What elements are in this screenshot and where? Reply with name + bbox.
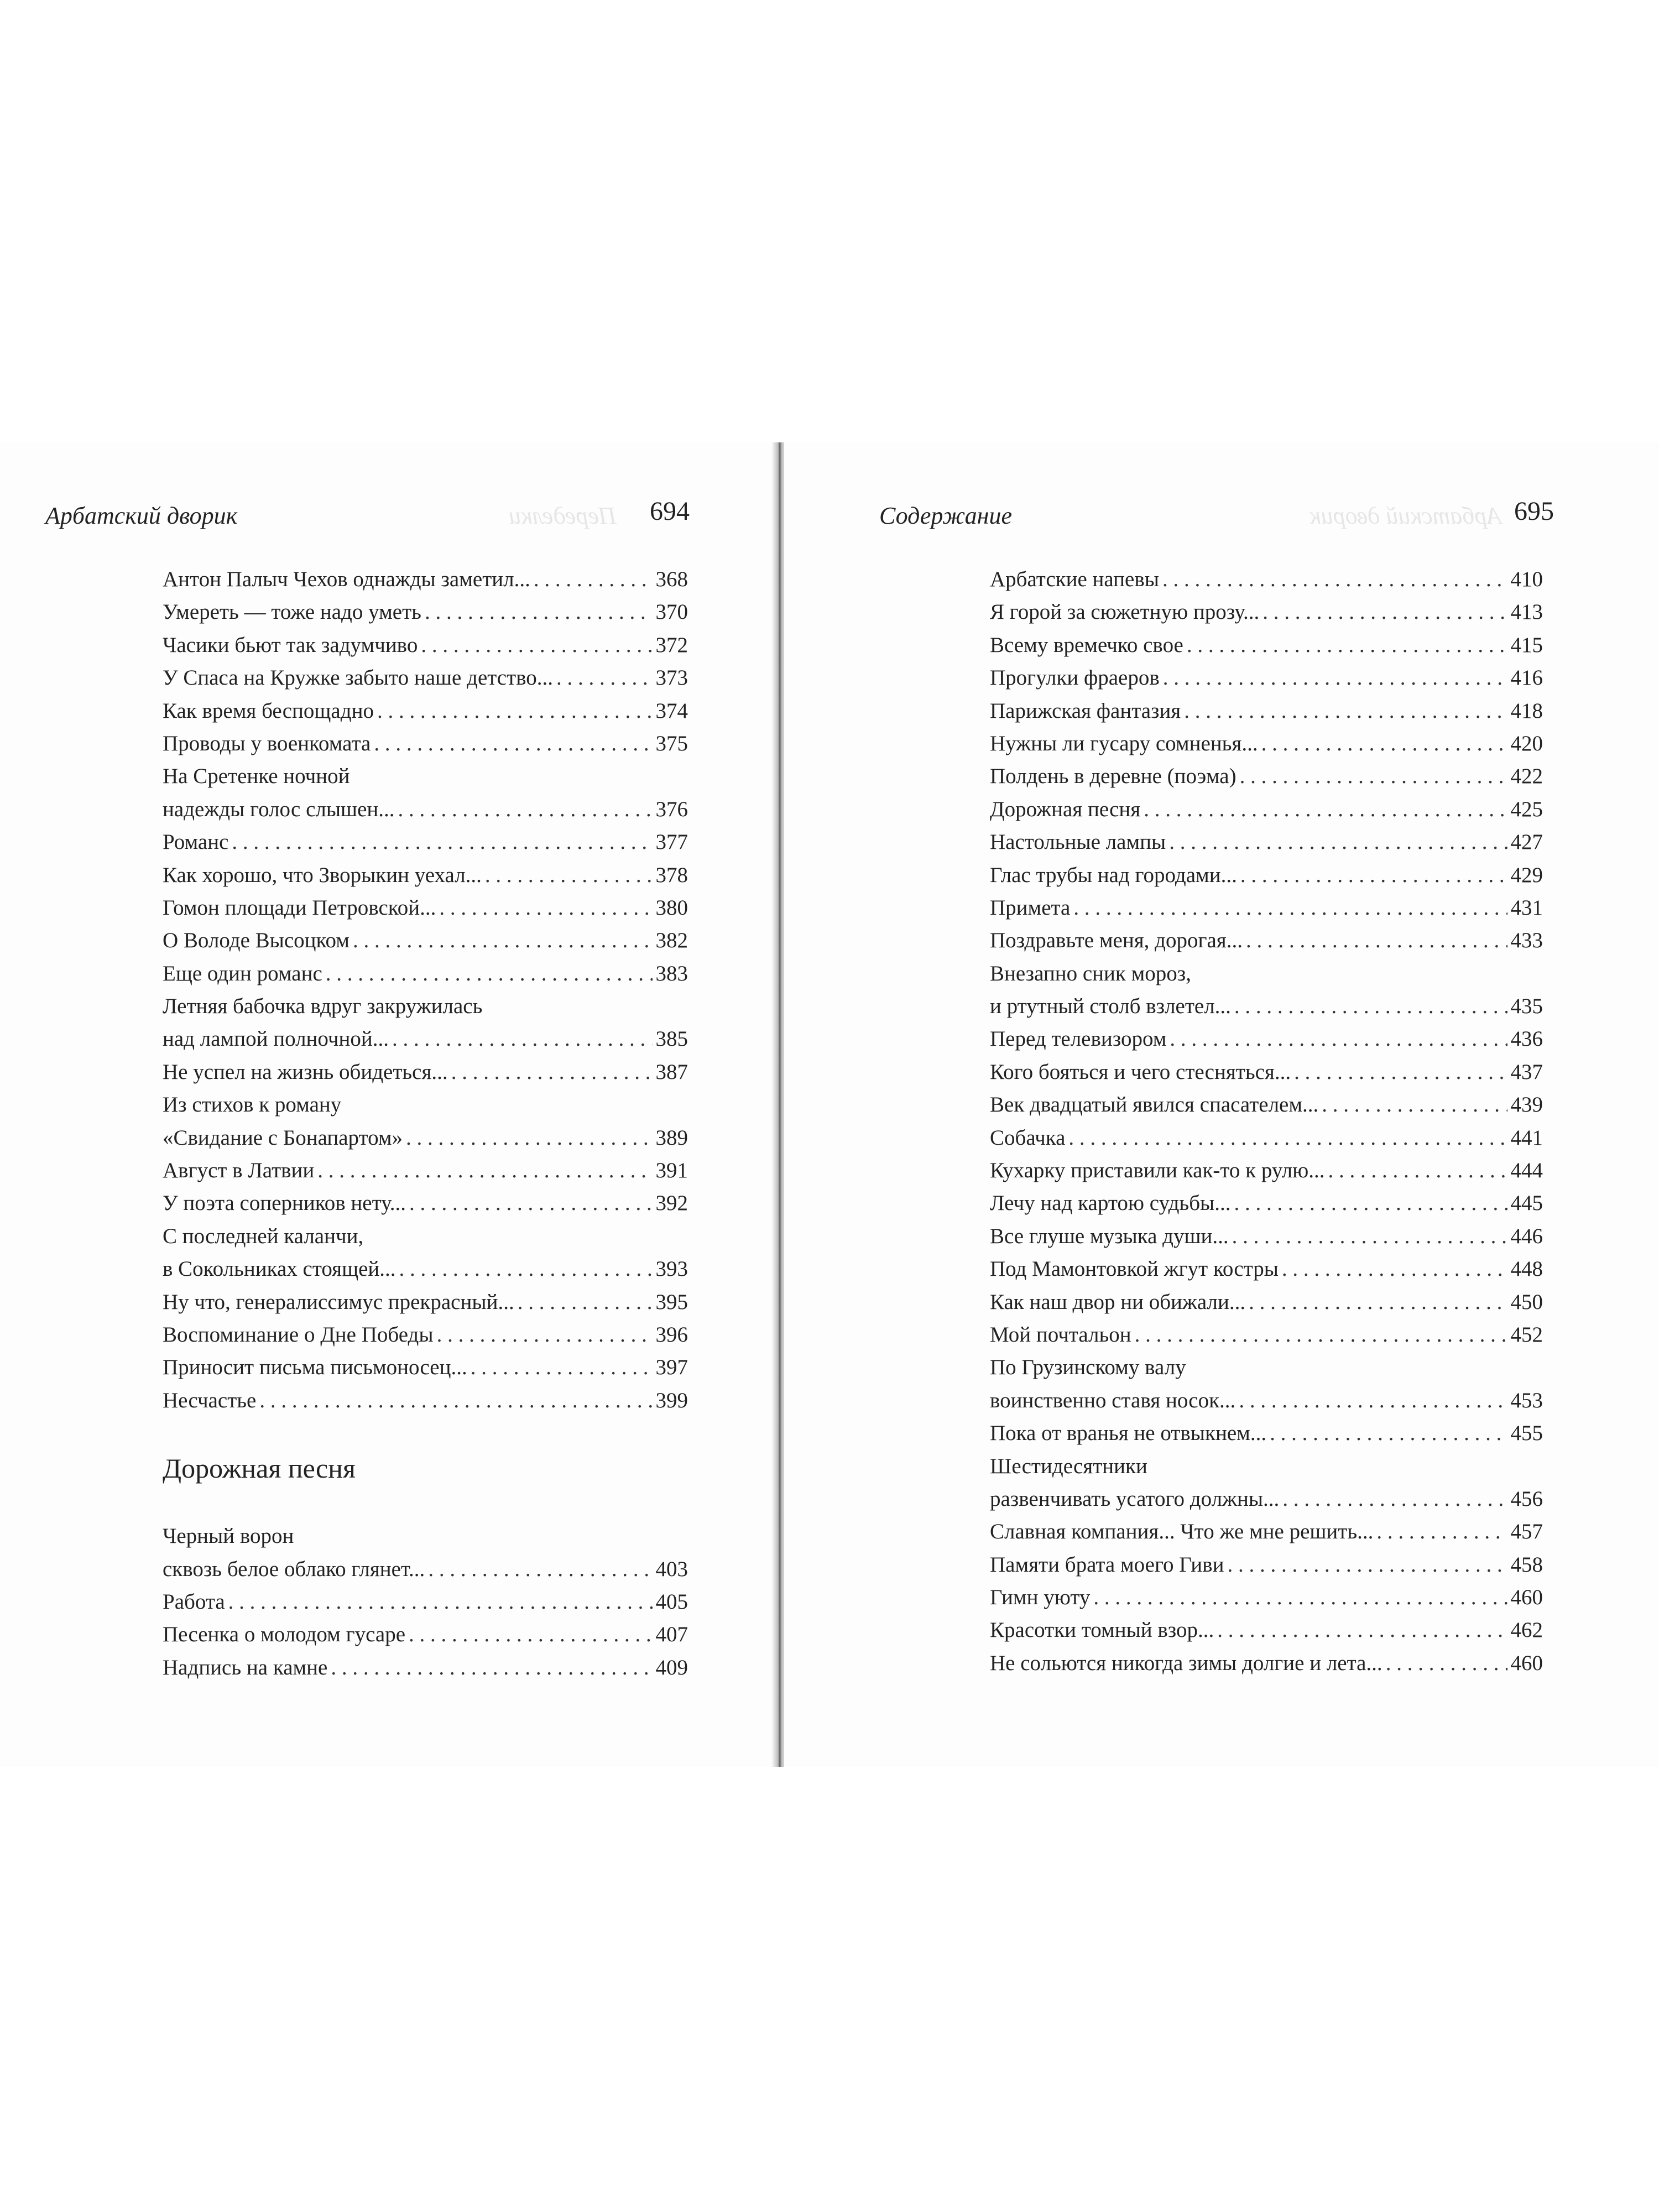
toc-entry-title: Под Мамонтовкой жгут костры <box>990 1257 1279 1281</box>
dot-leader <box>1144 793 1507 826</box>
toc-entry <box>990 1022 1543 1055</box>
toc-entry-page: 435 <box>1510 994 1543 1019</box>
show-through-text: Переделки <box>509 502 617 529</box>
toc-entry-title: Романс <box>163 830 229 854</box>
toc-entry <box>163 1553 688 1585</box>
section-heading-label: Дорожная песня <box>163 1453 356 1484</box>
toc-entry-page: 431 <box>1510 895 1543 920</box>
dot-leader <box>1184 695 1507 727</box>
toc-entry <box>163 1286 688 1318</box>
dot-leader <box>409 1618 652 1651</box>
toc-entry-title: Кухарку приставили как-то к рулю... <box>990 1159 1325 1183</box>
toc-entry-title: Песенка о молодом гусаре <box>163 1623 406 1647</box>
toc-entry-title: Как наш двор ни обижали... <box>990 1290 1246 1314</box>
dot-leader <box>1246 924 1507 957</box>
toc-entry-page: 395 <box>655 1290 688 1314</box>
toc-entry-title: Несчастье <box>163 1388 257 1412</box>
toc-entry <box>163 990 688 1022</box>
dot-leader <box>1249 1286 1507 1318</box>
toc-entry-title: С последней каланчи, <box>163 1224 364 1248</box>
toc-entry-page: 415 <box>1510 633 1543 657</box>
dot-leader <box>1386 1647 1507 1679</box>
dot-leader <box>1217 1614 1507 1646</box>
toc-entry-title: Век двадцатый явился спасателем... <box>990 1093 1319 1117</box>
toc-entry <box>990 793 1543 826</box>
dot-leader <box>1270 1417 1507 1449</box>
right-running-title: Содержание <box>879 502 1013 529</box>
toc-entry-title: Красотки томный взор... <box>990 1618 1214 1642</box>
toc-entry-title: Проводы у военкомата <box>163 731 371 755</box>
toc-entry <box>163 1220 688 1253</box>
toc-entry <box>990 695 1543 727</box>
dot-leader <box>409 1187 653 1219</box>
toc-entry-title: надежды голос слышен... <box>163 797 395 821</box>
toc-entry-page: 437 <box>1510 1060 1543 1084</box>
toc-entry-title: Август в Латвии <box>163 1159 315 1183</box>
dot-leader <box>232 826 652 858</box>
toc-entry-title: По Грузинскому валу <box>990 1355 1186 1380</box>
toc-entry <box>163 1022 688 1055</box>
toc-entry <box>163 1154 688 1187</box>
toc-entry-title: Антон Палыч Чехов однажды заметил... <box>163 567 530 591</box>
toc-entry-page: 458 <box>1510 1552 1543 1577</box>
dot-leader <box>437 1318 653 1351</box>
toc-entry-title: и ртутный столб взлетел... <box>990 994 1231 1019</box>
toc-entry <box>163 596 688 628</box>
toc-entry <box>990 596 1543 628</box>
toc-entry-title: сквозь белое облако глянет... <box>163 1557 425 1581</box>
toc-entry-page: 448 <box>1510 1257 1543 1281</box>
toc-entry-page: 378 <box>655 863 688 887</box>
dot-leader <box>353 924 653 957</box>
toc-entry <box>163 1618 688 1651</box>
dot-leader <box>421 629 652 661</box>
toc-entry-page: 436 <box>1510 1027 1543 1051</box>
toc-entry-page: 409 <box>655 1655 688 1679</box>
toc-entry <box>990 1154 1543 1187</box>
dot-leader <box>398 793 653 826</box>
toc-entry-title: Не сольются никогда зимы долгие и лета... <box>990 1651 1383 1675</box>
toc-entry-page: 391 <box>655 1159 688 1183</box>
right-toc-list <box>990 563 1543 1679</box>
left-page <box>0 442 774 1767</box>
toc-entry <box>163 891 688 924</box>
dot-leader <box>1232 1220 1507 1253</box>
toc-entry-title: Черный ворон <box>163 1524 294 1548</box>
dot-leader <box>425 596 653 628</box>
dot-leader <box>1282 1253 1507 1285</box>
show-through-text: Арбатский дворик <box>1310 502 1502 529</box>
toc-entry-page: 385 <box>655 1027 688 1051</box>
left-page-number: 694 <box>650 497 690 526</box>
toc-entry-page: 452 <box>1510 1322 1543 1347</box>
toc-entry-title: Шестидесятники <box>990 1454 1147 1478</box>
dot-leader <box>1328 1154 1507 1187</box>
toc-entry-title: Примета <box>990 895 1071 920</box>
toc-entry-page: 429 <box>1510 863 1543 887</box>
toc-entry <box>990 1614 1543 1647</box>
toc-entry <box>990 1318 1543 1351</box>
toc-entry <box>990 629 1543 661</box>
dot-leader <box>1240 760 1507 792</box>
toc-entry-page: 422 <box>1510 764 1543 789</box>
toc-entry <box>990 1056 1543 1088</box>
toc-entry-page: 413 <box>1510 600 1543 624</box>
toc-entry <box>990 859 1543 891</box>
toc-entry <box>163 1351 688 1384</box>
toc-entry-page: 410 <box>1510 567 1543 591</box>
toc-entry-page: 450 <box>1510 1290 1543 1314</box>
toc-entry <box>163 924 688 957</box>
toc-entry-page: 418 <box>1510 698 1543 723</box>
toc-entry-page: 376 <box>655 797 688 821</box>
toc-entry <box>163 1056 688 1088</box>
right-page-number: 695 <box>1514 497 1554 526</box>
toc-entry-title: На Сретенке ночной <box>163 764 350 789</box>
dot-leader <box>451 1056 653 1088</box>
toc-entry-title: Воспоминание о Дне Победы <box>163 1322 434 1347</box>
dot-leader <box>1073 891 1507 924</box>
toc-entry-title: Из стихов к роману <box>163 1093 342 1117</box>
toc-entry <box>163 957 688 990</box>
toc-entry-page: 446 <box>1510 1224 1543 1248</box>
toc-entry-title: Не успел на жизнь обидеться... <box>163 1060 448 1084</box>
toc-entry-title: «Свидание с Бонапартом» <box>163 1125 403 1150</box>
toc-entry <box>163 793 688 826</box>
toc-entry <box>163 826 688 858</box>
toc-entry <box>163 661 688 694</box>
dot-leader <box>1262 596 1507 628</box>
toc-entry-title: Дорожная песня <box>990 797 1141 821</box>
toc-entry <box>990 1548 1543 1581</box>
dot-leader <box>392 1022 652 1055</box>
toc-entry <box>990 1483 1543 1515</box>
toc-entry <box>990 760 1543 792</box>
toc-entry-page: 389 <box>655 1125 688 1150</box>
dot-leader <box>439 891 652 924</box>
toc-entry <box>990 990 1543 1022</box>
dot-leader <box>1187 629 1507 661</box>
toc-entry-page: 457 <box>1510 1520 1543 1544</box>
toc-entry <box>990 1351 1543 1384</box>
toc-entry-title: Кого бояться и чего стесняться... <box>990 1060 1291 1084</box>
section-spacer <box>163 1493 688 1520</box>
dot-leader <box>1162 563 1507 596</box>
toc-entry <box>990 1581 1543 1614</box>
toc-entry <box>990 891 1543 924</box>
toc-entry <box>163 563 688 596</box>
toc-entry-title: Мой почтальон <box>990 1322 1131 1347</box>
dot-leader <box>471 1351 653 1384</box>
dot-leader <box>1261 727 1507 760</box>
dot-leader <box>1068 1121 1507 1154</box>
toc-entry-page: 441 <box>1510 1125 1543 1150</box>
toc-entry-title: Лечу над картою судьбы... <box>990 1191 1231 1215</box>
toc-entry <box>990 1286 1543 1318</box>
dot-leader <box>1170 1022 1507 1055</box>
toc-entry-page: 374 <box>655 698 688 723</box>
toc-entry-title: Славная компания... Что же мне решить... <box>990 1520 1374 1544</box>
left-running-title: Арбатский дворик <box>45 502 238 529</box>
toc-entry <box>163 1088 688 1121</box>
toc-entry-page: 405 <box>655 1589 688 1614</box>
toc-entry-title: Гомон площади Петровской... <box>163 895 436 920</box>
toc-entry <box>990 1450 1543 1483</box>
toc-entry-page: 380 <box>655 895 688 920</box>
dot-leader <box>1240 859 1507 891</box>
toc-entry-page: 403 <box>655 1557 688 1581</box>
toc-entry-title: воинственно ставя носок... <box>990 1388 1236 1412</box>
dot-leader <box>1282 1483 1507 1515</box>
toc-entry-page: 456 <box>1510 1486 1543 1511</box>
toc-entry-title: Как время беспощадно <box>163 698 374 723</box>
toc-entry-title: над лампой полночной... <box>163 1027 389 1051</box>
toc-entry-title: Арбатские напевы <box>990 567 1159 591</box>
toc-entry-title: Приносит письма письмоносец... <box>163 1355 467 1380</box>
toc-entry-page: 455 <box>1510 1421 1543 1446</box>
dot-leader <box>428 1553 652 1585</box>
toc-entry-title: Прогулки фраеров <box>990 666 1160 690</box>
toc-entry-page: 392 <box>655 1191 688 1215</box>
toc-entry-title: Глас трубы над городами... <box>990 863 1237 887</box>
toc-entry-title: Надпись на камне <box>163 1655 328 1679</box>
toc-entry <box>163 1121 688 1154</box>
dot-leader <box>374 727 652 760</box>
toc-entry <box>990 1187 1543 1219</box>
section-spacer <box>163 1417 688 1443</box>
toc-entry-title: Умереть — тоже надо уметь <box>163 600 421 624</box>
toc-entry <box>163 695 688 727</box>
toc-entry-title: Полдень в деревне (поэма) <box>990 764 1237 789</box>
toc-entry-title: Я горой за сюжетную прозу... <box>990 600 1260 624</box>
toc-entry-title: Работа <box>163 1589 225 1614</box>
toc-entry <box>163 1651 688 1684</box>
toc-entry-title: развенчивать усатого должны... <box>990 1486 1280 1511</box>
dot-leader <box>1227 1548 1507 1581</box>
toc-entry-title: Гимн уюту <box>990 1585 1091 1610</box>
toc-entry-page: 445 <box>1510 1191 1543 1215</box>
toc-entry-page: 407 <box>655 1623 688 1647</box>
toc-entry-page: 453 <box>1510 1388 1543 1412</box>
book-spread <box>0 442 1659 1767</box>
toc-entry-title: У Спаса на Кружке забыто наше детство... <box>163 666 554 690</box>
toc-entry <box>990 1121 1543 1154</box>
toc-entry-page: 416 <box>1510 666 1543 690</box>
toc-entry-title: Все глуше музыка души... <box>990 1224 1229 1248</box>
toc-entry-title: Еще один романс <box>163 961 322 985</box>
toc-entry-title: Перед телевизором <box>990 1027 1167 1051</box>
toc-entry <box>990 727 1543 760</box>
dot-leader <box>1234 990 1507 1022</box>
dot-leader <box>399 1253 653 1285</box>
toc-entry-title: О Володе Высоцком <box>163 928 349 953</box>
toc-entry-page: 399 <box>655 1388 688 1412</box>
toc-entry <box>163 859 688 891</box>
toc-entry <box>163 629 688 661</box>
toc-entry-title: Памяти брата моего Гиви <box>990 1552 1224 1577</box>
toc-entry <box>990 1647 1543 1679</box>
toc-entry <box>990 957 1543 990</box>
dot-leader <box>1239 1384 1507 1417</box>
toc-entry-page: 462 <box>1510 1618 1543 1642</box>
toc-entry <box>990 826 1543 858</box>
toc-entry-page: 427 <box>1510 830 1543 854</box>
toc-entry-page: 397 <box>655 1355 688 1380</box>
toc-entry <box>990 1088 1543 1121</box>
section-heading <box>163 1443 688 1493</box>
toc-entry-page: 439 <box>1510 1093 1543 1117</box>
dot-leader <box>1093 1581 1507 1614</box>
dot-leader <box>1169 826 1507 858</box>
dot-leader <box>326 957 653 990</box>
dot-leader <box>377 695 653 727</box>
toc-entry <box>163 727 688 760</box>
toc-entry-title: Часики бьют так задумчиво <box>163 633 418 657</box>
dot-leader <box>1322 1088 1507 1121</box>
toc-entry <box>990 1417 1543 1449</box>
toc-entry-title: Всему времечко свое <box>990 633 1183 657</box>
toc-entry-page: 375 <box>655 731 688 755</box>
toc-entry <box>990 661 1543 694</box>
toc-entry-title: У поэта соперников нету... <box>163 1191 406 1215</box>
toc-entry-title: в Сокольниках стоящей... <box>163 1257 396 1281</box>
dot-leader <box>317 1154 652 1187</box>
left-toc-list <box>163 563 688 1684</box>
toc-entry <box>163 1520 688 1552</box>
toc-entry <box>163 1585 688 1618</box>
dot-leader <box>259 1384 652 1417</box>
toc-entry-title: Собачка <box>990 1125 1066 1150</box>
right-page <box>784 442 1659 1767</box>
dot-leader <box>228 1585 653 1618</box>
toc-entry-page: 444 <box>1510 1159 1543 1183</box>
dot-leader <box>556 661 652 694</box>
toc-entry <box>990 1384 1543 1417</box>
toc-entry-title: Пока от вранья не отвыкнем... <box>990 1421 1267 1446</box>
toc-entry-page: 373 <box>655 666 688 690</box>
toc-entry-page: 377 <box>655 830 688 854</box>
toc-entry-title: Парижская фантазия <box>990 698 1181 723</box>
dot-leader <box>485 859 653 891</box>
dot-leader <box>406 1121 652 1154</box>
toc-entry-title: Нужны ли гусару сомненья... <box>990 731 1258 755</box>
toc-entry <box>990 924 1543 957</box>
dot-leader <box>331 1651 652 1684</box>
toc-entry-page: 370 <box>655 600 688 624</box>
toc-entry-title: Внезапно сник мороз, <box>990 961 1191 985</box>
toc-entry-title: Поздравьте меня, дорогая... <box>990 928 1243 953</box>
toc-entry <box>990 1515 1543 1548</box>
toc-entry <box>163 1318 688 1351</box>
toc-entry-page: 387 <box>655 1060 688 1084</box>
toc-entry-page: 396 <box>655 1322 688 1347</box>
dot-leader <box>1163 661 1507 694</box>
dot-leader <box>1376 1515 1507 1548</box>
toc-entry-title: Настольные лампы <box>990 830 1166 854</box>
toc-entry-title: Ну что, генералиссимус прекрасный... <box>163 1290 514 1314</box>
toc-entry-page: 425 <box>1510 797 1543 821</box>
dot-leader <box>1294 1056 1507 1088</box>
toc-entry-page: 372 <box>655 633 688 657</box>
toc-entry <box>990 1220 1543 1253</box>
toc-entry <box>990 563 1543 596</box>
toc-entry <box>163 1253 688 1285</box>
toc-entry <box>163 1384 688 1417</box>
toc-entry-title: Как хорошо, что Зворыкин уехал... <box>163 863 482 887</box>
toc-entry-page: 393 <box>655 1257 688 1281</box>
toc-entry <box>163 1187 688 1219</box>
toc-entry-page: 460 <box>1510 1585 1543 1610</box>
toc-entry-page: 368 <box>655 567 688 591</box>
dot-leader <box>1234 1187 1507 1219</box>
dot-leader <box>518 1286 653 1318</box>
dot-leader <box>1135 1318 1507 1351</box>
toc-entry-title: Летняя бабочка вдруг закружилась <box>163 994 483 1019</box>
toc-entry <box>163 760 688 792</box>
toc-entry-page: 383 <box>655 961 688 985</box>
toc-entry-page: 433 <box>1510 928 1543 953</box>
toc-entry <box>990 1253 1543 1285</box>
toc-entry-page: 382 <box>655 928 688 953</box>
toc-entry-page: 460 <box>1510 1651 1543 1675</box>
dot-leader <box>534 563 653 596</box>
toc-entry-page: 420 <box>1510 731 1543 755</box>
